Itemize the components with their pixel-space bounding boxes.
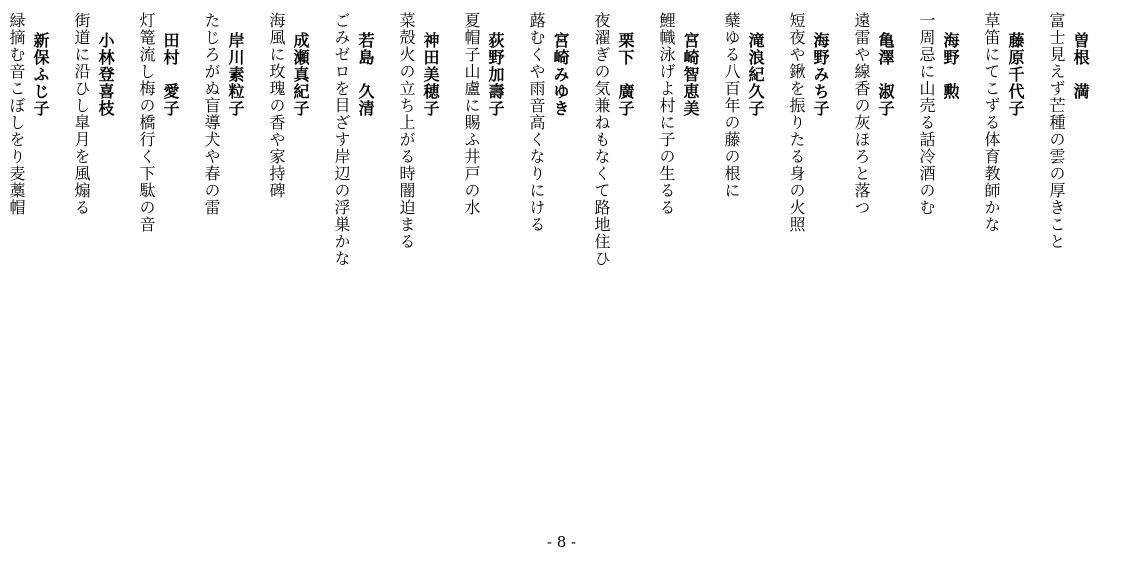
poem-author: 亀澤 淑子	[876, 32, 895, 117]
poem-entry	[656, 12, 701, 216]
poem-entry	[786, 12, 831, 233]
poem-text: 一周忌に山売る話冷酒のむ	[917, 12, 936, 216]
poem-author: 荻野加壽子	[486, 32, 505, 117]
poem-text: 草笛にてこずる体育教師かな	[982, 12, 1001, 233]
poem-author: 藤原千代子	[1006, 32, 1025, 117]
poem-text: ごみゼロを目ざす岸辺の浮巣かな	[332, 12, 351, 267]
poem-entry	[1046, 12, 1091, 250]
poem-author: 曽根 満	[1071, 32, 1090, 100]
poem-entry	[526, 12, 571, 233]
poem-text: 菜殻火の立ち上がる時闇迫まる	[397, 12, 416, 250]
poem-entry	[721, 12, 766, 199]
poem-text: 富士見えず芒種の雲の厚きこと	[1047, 12, 1066, 250]
poem-author: 海野みち子	[811, 32, 830, 117]
poem-entry	[851, 12, 896, 216]
poem-entry	[591, 12, 636, 267]
poem-author: 岸川素粒子	[226, 32, 245, 117]
poem-author: 栗下 廣子	[616, 32, 635, 117]
poem-text: 蕗むくや雨音高くなりにける	[527, 12, 546, 233]
poem-author: 若島 久清	[356, 32, 375, 117]
poem-entry	[266, 12, 311, 199]
poem-entry	[201, 12, 246, 216]
poem-text: 街道に沿ひし皐月を風煽る	[72, 12, 91, 216]
poem-author: 宮崎智恵美	[681, 32, 700, 117]
poem-entry	[6, 12, 51, 216]
poem-author: 田村 愛子	[161, 32, 180, 117]
poem-entry	[331, 12, 376, 267]
poem-author: 宮崎みゆき	[551, 32, 570, 117]
poem-text: 灯篭流し梅の橋行く下駄の音	[137, 12, 156, 233]
poem-author: 神田美穂子	[421, 32, 440, 117]
poem-entry	[136, 12, 181, 233]
page-number: - 8 -	[546, 533, 577, 551]
poem-entry	[981, 12, 1026, 233]
poem-text: 鯉幟泳げよ村に子の生るる	[657, 12, 676, 216]
poem-text: 蘖ゆる八百年の藤の根に	[722, 12, 741, 199]
poem-author: 海野 勲	[941, 32, 960, 100]
poem-list	[0, 12, 1091, 532]
poem-text: 海風に玫瑰の香や家持碑	[267, 12, 286, 199]
poem-text: 短夜や鍬を振りたる身の火照	[787, 12, 806, 233]
poem-entry	[71, 12, 116, 216]
poem-entry	[461, 12, 506, 216]
poem-text: 夜濯ぎの気兼ねもなくて路地住ひ	[592, 12, 611, 267]
poem-author: 小林登喜枝	[96, 32, 115, 117]
poem-author: 滝浪紀久子	[746, 32, 765, 117]
poem-author: 新保ふじ子	[31, 32, 50, 117]
poem-text: 遠雷や線香の灰ほろと落つ	[852, 12, 871, 216]
poem-text: 緑摘む音こぼしをり麦藁帽	[7, 12, 26, 216]
poem-text: 夏帽子山盧に賜ふ井戸の水	[462, 12, 481, 216]
poem-author: 成瀬真紀子	[291, 32, 310, 117]
poem-entry	[916, 12, 961, 216]
poem-entry	[396, 12, 441, 250]
poem-text: たじろがぬ盲導犬や春の雷	[202, 12, 221, 216]
